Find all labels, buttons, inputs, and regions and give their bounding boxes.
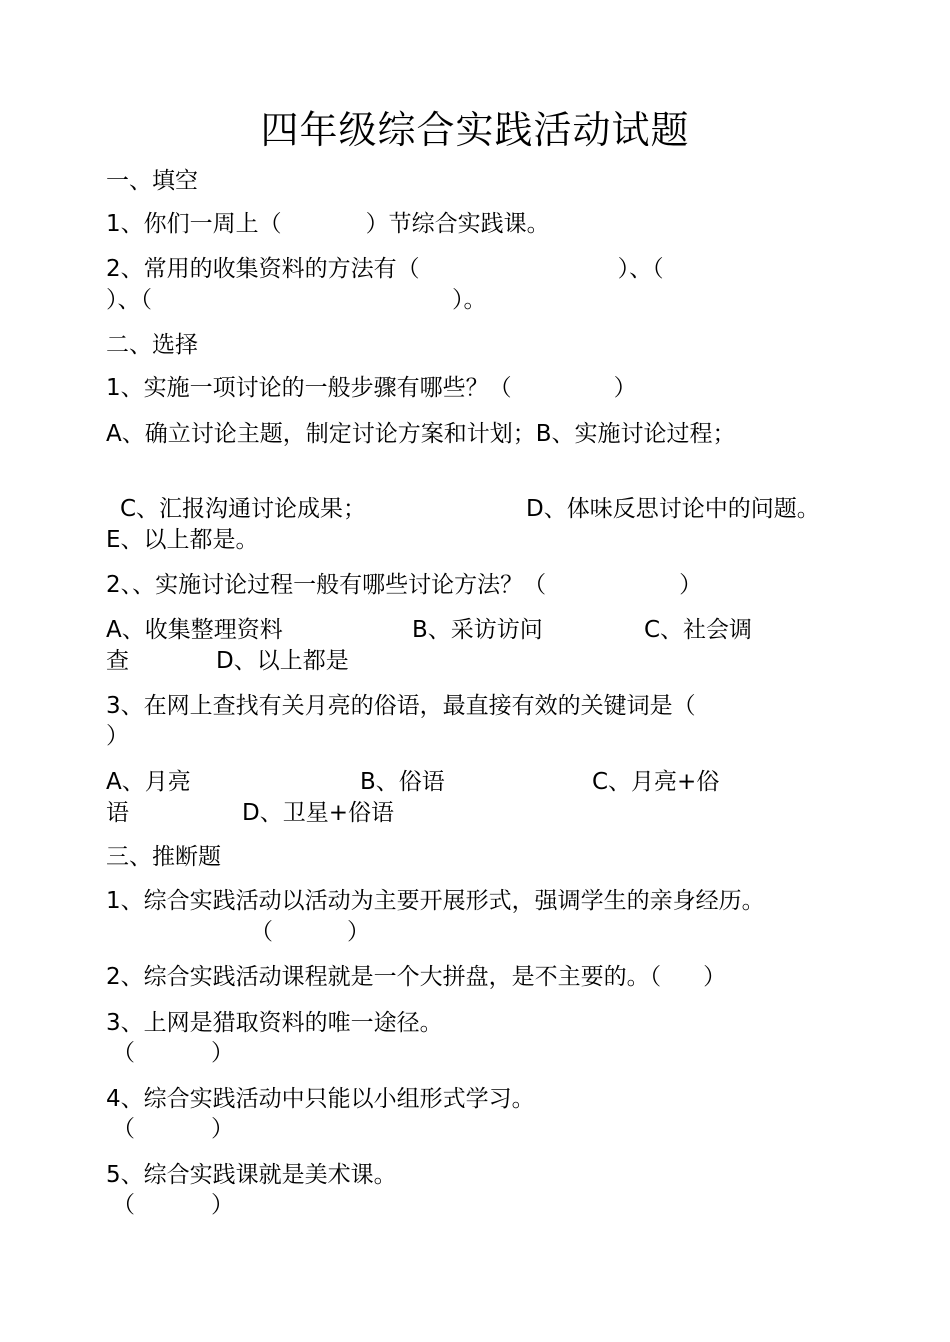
choice-question-3 [106,691,696,721]
choice-q3-option-b: B、俗语 [360,769,445,795]
choice-q2-stem-a: 2、、实施讨论过程一般有哪些讨论方法？（ [106,572,547,598]
judge-q5-answer[interactable] [112,1190,234,1220]
document-title: 四年级综合实践活动试题 [260,108,690,152]
choice-q3-option-c: C、月亮+俗 [592,769,720,795]
judge-q5-paren-close: ） [211,1192,234,1218]
judge-q3-paren-close: ） [211,1040,234,1066]
fill-q2-text-c: ）、（ [106,287,152,313]
section-heading-judge: 三、推断题 [106,844,221,870]
choice-q1-option-c: C、汇报沟通讨论成果； [120,496,367,522]
judge-q1-paren-open: （ [250,919,273,945]
choice-q1-stem-a: 1、实施一项讨论的一般步骤有哪些？（ [106,375,512,401]
choice-q1-option-e: E、以上都是。 [106,527,259,553]
judge-q1-paren-close: ） [347,919,370,945]
judge-q2-text: 2、综合实践活动课程就是一个大拼盘，是不主要的。（ [106,964,662,990]
choice-question-1 [106,373,637,403]
fill-q2-text-b: ）、（ [617,256,664,282]
choice-q2-option-b: B、采访访问 [412,617,543,643]
choice-q3-option-d: D、卫星+俗语 [242,800,394,826]
judge-q3-paren-open: （ [112,1040,135,1066]
choice-q1-option-d: D、体味反思讨论中的问题。 [526,496,820,522]
choice-q1-option-a: A、确立讨论主题，制定讨论方案和计划；B、实施讨论过程； [106,421,736,447]
choice-q3-option-c-cont: 语 [106,800,129,826]
judge-q4-answer[interactable] [112,1114,234,1144]
judge-q5-paren-open: （ [112,1192,135,1218]
fill-question-1 [106,209,550,239]
choice-q1-stem-b: ） [613,375,637,401]
fill-q1-text-a: 1、你们一周上（ [106,211,282,237]
fill-q2-text-a: 2、常用的收集资料的方法有（ [106,256,420,282]
choice-q3-option-a: A、月亮 [106,769,191,795]
judge-q4-paren-open: （ [112,1116,135,1142]
judge-q1-answer[interactable] [250,917,370,947]
choice-q2-option-c: C、社会调 [644,617,753,643]
choice-q2-stem-b: ） [679,572,703,598]
choice-q2-option-d: D、以上都是 [216,648,349,674]
judge-q2-paren-close: ） [703,964,727,990]
choice-question-3-cont [106,721,129,751]
judge-question-5: 5、综合实践课就是美术课。 [106,1162,397,1188]
judge-question-3: 3、上网是猎取资料的唯一途径。 [106,1010,443,1036]
judge-q3-answer[interactable] [112,1038,234,1068]
fill-q2-text-d: ）。 [452,287,487,313]
fill-question-2-cont [106,285,487,315]
choice-question-2 [106,570,702,600]
judge-question-2 [106,962,726,992]
judge-question-1: 1、综合实践活动以活动为主要开展形式，强调学生的亲身经历。 [106,888,765,914]
choice-q3-stem-b: ） [106,723,129,749]
fill-question-2 [106,254,664,284]
fill-q1-text-b: ）节综合实践课。 [365,211,550,237]
choice-q3-stem-a: 3、在网上查找有关月亮的俗语，最直接有效的关键词是（ [106,693,696,719]
judge-q4-paren-close: ） [211,1116,234,1142]
section-heading-fill: 一、填空 [106,168,198,194]
section-heading-choice: 二、选择 [106,332,198,358]
judge-question-4: 4、综合实践活动中只能以小组形式学习。 [106,1086,535,1112]
choice-q2-option-c-cont: 查 [106,648,129,674]
choice-q2-option-a: A、收集整理资料 [106,617,283,643]
